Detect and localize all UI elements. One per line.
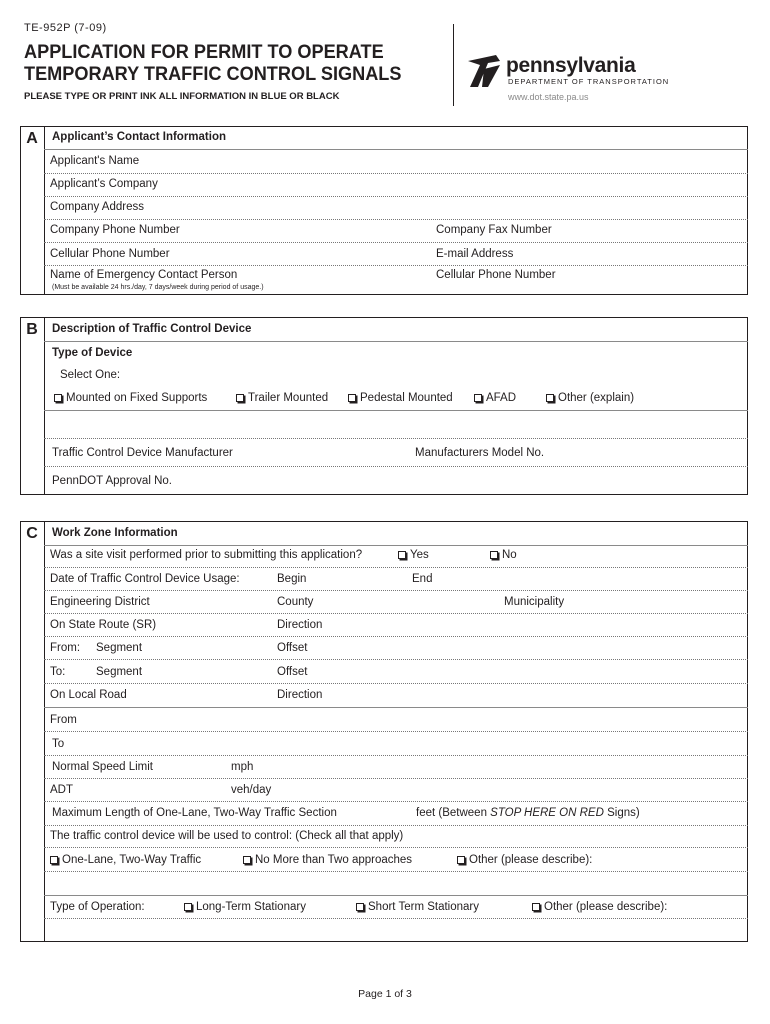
option-label: Other (explain) [558, 392, 635, 404]
option-afad[interactable] [474, 393, 516, 405]
emergency-contact-label: Name of Emergency Contact Person [50, 269, 238, 281]
checkbox-icon[interactable] [457, 856, 465, 864]
county-label: County [277, 596, 314, 608]
option-label: Other (please describe): [469, 854, 593, 866]
checkbox-icon[interactable] [398, 551, 406, 559]
logo-url: www.dot.state.pa.us [508, 92, 589, 102]
divider [44, 341, 748, 342]
from-segment-field[interactable] [44, 659, 748, 660]
local-road-label: On Local Road [50, 689, 127, 701]
control-two-approaches[interactable] [243, 855, 412, 867]
section-c-heading: Work Zone Information [52, 527, 178, 539]
applicant-name-label: Applicant's Name [50, 155, 140, 167]
option-label: AFAD [486, 392, 517, 404]
site-visit-question: Was a site visit performed prior to submitting this application? [50, 549, 363, 561]
option-label: Trailer Mounted [248, 392, 329, 404]
emergency-cell-label: Cellular Phone Number [436, 269, 556, 281]
manufacturer-field[interactable] [44, 466, 748, 467]
feet-note-italic: STOP HERE ON RED [490, 807, 604, 819]
checkbox-icon[interactable] [474, 394, 482, 402]
municipality-label: Municipality [504, 596, 565, 608]
checkbox-icon[interactable] [50, 856, 58, 864]
option-label: Mounted on Fixed Supports [66, 392, 208, 404]
checkbox-icon[interactable] [356, 903, 364, 911]
site-visit-no[interactable] [490, 550, 517, 562]
emergency-note: (Must be available 24 hrs./day, 7 days/week during period of usage.) [52, 284, 264, 291]
checkbox-icon[interactable] [54, 394, 62, 402]
end-label: End [412, 573, 433, 585]
form-title: APPLICATION FOR PERMIT TO OPERATE TEMPORARY TRAFFIC CONTROL SIGNALS [24, 41, 402, 85]
divider [44, 567, 748, 568]
site-visit-yes[interactable] [398, 550, 429, 562]
select-one-label: Select One: [60, 369, 121, 381]
cellular-phone-field[interactable] [44, 265, 748, 266]
company-fax-label: Company Fax Number [436, 224, 552, 236]
to-label: To: [50, 666, 66, 678]
device-type-label: Type of Device [52, 347, 133, 359]
from-label: From: [50, 642, 81, 654]
speed-limit-field[interactable] [44, 778, 748, 779]
cellular-phone-label: Cellular Phone Number [50, 248, 170, 260]
local-to-field[interactable] [44, 755, 748, 756]
divider [44, 707, 748, 708]
option-other[interactable] [546, 393, 634, 405]
keystone-logo-icon [466, 53, 502, 89]
max-length-label: Maximum Length of One-Lane, Two-Way Traffic Section [52, 807, 337, 819]
date-usage-label: Date of Traffic Control Device Usage: [50, 573, 240, 585]
divider [44, 847, 748, 848]
control-label: The traffic control device will be used to control: (Check all that apply) [50, 830, 404, 842]
operation-long-term[interactable] [184, 902, 306, 914]
section-c-letter-column [20, 521, 45, 942]
state-route-label: On State Route (SR) [50, 619, 157, 631]
date-field[interactable] [44, 590, 748, 591]
section-a-letter-column [20, 126, 45, 295]
form-number: TE-952P (7-09) [24, 22, 107, 34]
feet-note-suffix: Signs) [603, 807, 640, 819]
logo-name: pennsylvania [506, 54, 636, 77]
operation-short-term[interactable] [356, 902, 479, 914]
option-label: Other (please describe): [544, 901, 668, 913]
page-number: Page 1 of 3 [358, 988, 412, 1000]
local-direction-label: Direction [277, 689, 323, 701]
feet-note-prefix: feet (Between [416, 807, 491, 819]
checkbox-icon[interactable] [236, 394, 244, 402]
engineering-district-label: Engineering District [50, 596, 150, 608]
adt-field[interactable] [44, 801, 748, 802]
operation-type-label: Type of Operation: [50, 901, 145, 913]
company-address-label: Company Address [50, 201, 144, 213]
checkbox-icon[interactable] [546, 394, 554, 402]
option-label: No More than Two approaches [255, 854, 413, 866]
checkbox-icon[interactable] [490, 551, 498, 559]
feet-note [416, 808, 640, 820]
control-other[interactable] [457, 855, 592, 867]
option-label: No [502, 549, 517, 561]
section-b-letter-column [20, 317, 45, 495]
to-segment-label: Segment [96, 666, 143, 678]
option-label: Pedestal Mounted [360, 392, 453, 404]
control-one-lane[interactable] [50, 855, 201, 867]
section-a-heading: Applicant’s Contact Information [52, 131, 226, 143]
operation-other[interactable] [532, 902, 667, 914]
section-b-heading: Description of Traffic Control Device [52, 323, 252, 335]
local-from-field[interactable] [44, 731, 748, 732]
divider [44, 871, 748, 872]
logo-department: DEPARTMENT OF TRANSPORTATION [508, 77, 670, 86]
to-offset-label: Offset [277, 666, 308, 678]
divider [44, 545, 748, 546]
applicant-name-field[interactable] [44, 173, 748, 174]
option-label: Long-Term Stationary [196, 901, 306, 913]
vehday-unit: veh/day [231, 784, 272, 796]
control-describe-field[interactable] [44, 895, 748, 896]
checkbox-icon[interactable] [184, 903, 192, 911]
local-to-label: To [52, 738, 65, 750]
option-label: Yes [410, 549, 429, 561]
mph-unit: mph [231, 761, 254, 773]
section-a-letter: A [26, 130, 38, 147]
other-explain-field[interactable] [44, 438, 748, 439]
max-length-field[interactable] [44, 825, 748, 826]
from-offset-label: Offset [277, 642, 308, 654]
operation-describe-field[interactable] [44, 918, 748, 919]
company-phone-field[interactable] [44, 242, 748, 243]
speed-limit-label: Normal Speed Limit [52, 761, 153, 773]
state-route-field[interactable] [44, 636, 748, 637]
option-label: One-Lane, Two-Way Traffic [62, 854, 202, 866]
penndot-approval-label: PennDOT Approval No. [52, 475, 172, 487]
applicant-company-label: Applicant’s Company [50, 178, 158, 190]
divider [44, 149, 748, 150]
company-address-field[interactable] [44, 219, 748, 220]
checkbox-icon[interactable] [243, 856, 251, 864]
local-from-label: From [50, 714, 77, 726]
checkbox-icon[interactable] [532, 903, 540, 911]
direction-label: Direction [277, 619, 323, 631]
form-instructions: PLEASE TYPE OR PRINT INK ALL INFORMATION IN BLUE OR BLACK [24, 91, 340, 102]
header-divider [453, 24, 454, 106]
section-b-letter: B [26, 321, 38, 338]
begin-label: Begin [277, 573, 307, 585]
to-segment-field[interactable] [44, 683, 748, 684]
adt-label: ADT [50, 784, 73, 796]
manufacturer-label: Traffic Control Device Manufacturer [52, 447, 233, 459]
divider [44, 410, 748, 411]
option-trailer-mounted[interactable] [236, 393, 328, 405]
section-c-letter: C [26, 525, 38, 542]
district-field[interactable] [44, 613, 748, 614]
email-label: E-mail Address [436, 248, 514, 260]
section-b-box [20, 317, 748, 495]
checkbox-icon[interactable] [348, 394, 356, 402]
option-fixed-supports[interactable] [54, 393, 207, 405]
option-label: Short Term Stationary [368, 901, 480, 913]
model-number-label: Manufacturers Model No. [415, 447, 545, 459]
option-pedestal-mounted[interactable] [348, 393, 453, 405]
company-phone-label: Company Phone Number [50, 224, 180, 236]
from-segment-label: Segment [96, 642, 143, 654]
applicant-company-field[interactable] [44, 196, 748, 197]
